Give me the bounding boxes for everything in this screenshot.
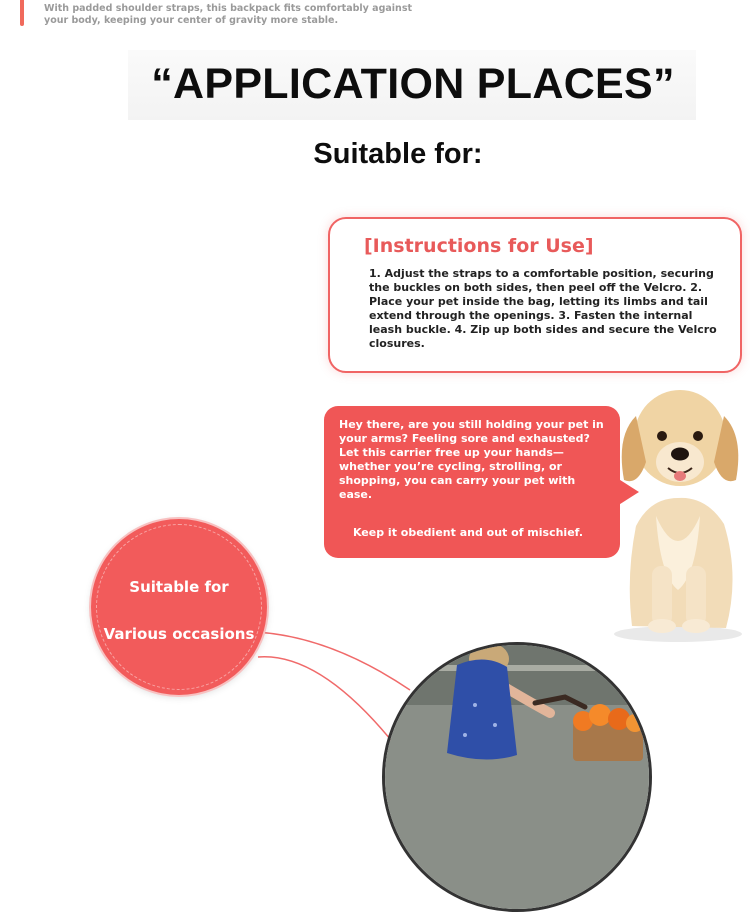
instructions-text: 1. Adjust the straps to a comfortable position, securing the buckles on both sides, then peel off the Velcro. 2. Place your pet inside the bag, letting its limbs and tail extend through the openings. 3. Fasten the internal leash buckle. 4. Zip up both sides and secure the Velcro closures. — [369, 267, 717, 350]
speech-text: Hey there, are you still holding your pet in your arms? Feeling sore and exhausted? Let this carrier free up your hands—whether you’re cycling, strolling, or shopping, you can carry your pet with ease. — [339, 418, 604, 501]
header-note: With padded shoulder straps, this backpack fits comfortably against your body, keeping your center of gravity more stable. — [44, 3, 413, 26]
bicycle-scene-image — [382, 642, 652, 912]
occasions-ring — [96, 524, 262, 690]
page-subtitle: Suitable for: — [313, 138, 483, 170]
occasions-line-2: Various occasions — [103, 625, 255, 643]
speech-note: Keep it obedient and out of mischief. — [352, 526, 584, 539]
instructions-heading: [Instructions for Use] — [364, 235, 594, 257]
occasions-line-1: Suitable for — [129, 578, 229, 596]
page-title: “APPLICATION PLACES” — [151, 60, 675, 108]
